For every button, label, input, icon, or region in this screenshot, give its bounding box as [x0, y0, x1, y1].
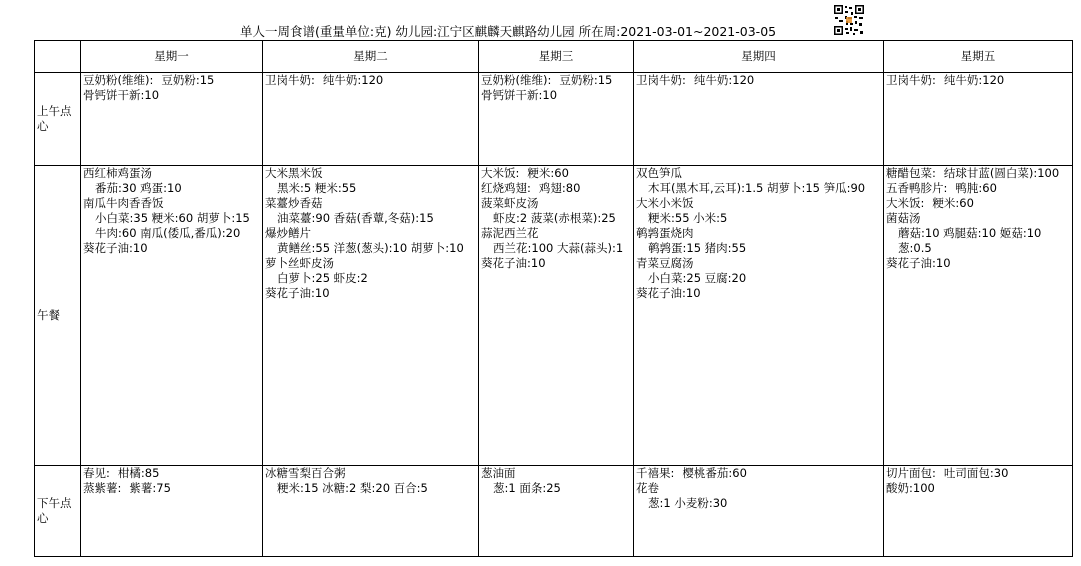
dish-item [886, 166, 1071, 181]
dish-item [636, 481, 882, 511]
dish-item [83, 481, 261, 496]
menu-cell [634, 73, 884, 166]
weekly-menu-table [34, 40, 1073, 557]
dish-name: 酸奶:100 [886, 481, 935, 495]
menu-cell [884, 73, 1073, 166]
ingredient-list: 吐司面包:30 [943, 466, 1009, 480]
dish-name: 鹌鹑蛋烧肉 [636, 226, 694, 240]
dish-item [481, 73, 632, 88]
ingredient-list: 鸡翅:80 [538, 181, 581, 195]
dish-name: 五香鸭胗片: [886, 181, 948, 195]
dish-name: 葵花子油:10 [886, 256, 951, 270]
ingredient-list: 白萝卜:25 虾皮:2 [277, 271, 368, 285]
day-header: 星期五 [884, 41, 1073, 73]
ingredient-list: 西兰花:100 大蒜(蒜头):1 [493, 241, 624, 255]
dish-item [265, 166, 477, 196]
dish-item [83, 241, 261, 256]
dish-name: 骨钙饼干新:10 [481, 88, 558, 102]
dish-item [481, 181, 632, 196]
dish-name: 蒸紫薯: [83, 481, 122, 495]
meal-row [35, 166, 1073, 466]
dish-name: 切片面包: [886, 466, 936, 480]
dish-name: 卫岗牛奶: [636, 73, 686, 87]
ingredient-list: 樱桃番茄:60 [682, 466, 747, 480]
menu-cell [81, 166, 263, 466]
ingredient-list: 黄鳝丝:55 洋葱(葱头):10 胡萝卜:10 [277, 241, 464, 255]
menu-cell [81, 466, 263, 557]
menu-cell [81, 73, 263, 166]
day-header: 星期二 [263, 41, 479, 73]
dish-item [83, 166, 261, 196]
dish-name: 菌菇汤 [886, 211, 921, 225]
dish-name: 卫岗牛奶: [886, 73, 936, 87]
dish-item [481, 166, 632, 181]
dish-item [265, 466, 477, 496]
meal-label: 上午点心 [35, 73, 81, 166]
dish-name: 双色笋瓜 [636, 166, 682, 180]
dish-item [83, 466, 261, 481]
dish-item [636, 286, 882, 301]
day-header: 星期三 [479, 41, 634, 73]
menu-cell [884, 166, 1073, 466]
menu-cell [263, 73, 479, 166]
dish-item [481, 196, 632, 226]
dish-item [265, 286, 477, 301]
ingredient-list: 豆奶粉:15 [559, 73, 613, 87]
dish-item [636, 466, 882, 481]
dish-name: 西红柿鸡蛋汤 [83, 166, 152, 180]
dish-item [886, 181, 1071, 196]
ingredient-list: 结球甘蓝(圆白菜):100 [943, 166, 1060, 180]
ingredient-list: 柑橘:85 [117, 466, 160, 480]
ingredient-list: 紫薯:75 [129, 481, 171, 495]
corner-cell [35, 41, 81, 73]
header-row [35, 41, 1073, 73]
meal-row [35, 73, 1073, 166]
dish-item [83, 73, 261, 88]
dish-name: 花卷 [636, 481, 659, 495]
dish-item [265, 73, 477, 88]
ingredient-list: 豆奶粉:15 [161, 73, 215, 87]
menu-cell [479, 73, 634, 166]
dish-item [83, 88, 261, 103]
dish-name: 青菜豆腐汤 [636, 256, 694, 270]
day-header: 星期四 [634, 41, 884, 73]
ingredient-list: 葱:1 小麦粉:30 [648, 496, 728, 510]
dish-item [886, 256, 1071, 271]
dish-item [636, 196, 882, 226]
dish-item [265, 196, 477, 226]
ingredient-list: 番茄:30 鸡蛋:10 [95, 181, 182, 195]
menu-cell [479, 466, 634, 557]
dish-item [886, 73, 1071, 88]
dish-item [886, 466, 1071, 481]
dish-name: 葵花子油:10 [83, 241, 148, 255]
dish-name: 菜薹炒香菇 [265, 196, 323, 210]
dish-name: 葵花子油:10 [265, 286, 330, 300]
ingredient-list: 小白菜:25 豆腐:20 [648, 271, 747, 285]
ingredient-list: 纯牛奶:120 [322, 73, 384, 87]
dish-name: 南瓜牛肉香香饭 [83, 196, 164, 210]
page-title: 单人一周食谱(重量单位:克) 幼儿园:江宁区麒麟天麒路幼儿园 所在周:2021-03-01~2021-03-05 [240, 24, 777, 39]
dish-item [265, 226, 477, 256]
ingredient-list: 小白菜:35 粳米:60 胡萝卜:15 牛肉:60 南瓜(倭瓜,番瓜):20 [95, 211, 250, 240]
ingredient-list: 粳米:60 [932, 196, 974, 210]
dish-name: 菠菜虾皮汤 [481, 196, 539, 210]
dish-name: 葱油面 [481, 466, 516, 480]
dish-name: 大米小米饭 [636, 196, 694, 210]
dish-name: 蒜泥西兰花 [481, 226, 539, 240]
menu-cell [263, 466, 479, 557]
ingredient-list: 蘑菇:10 鸡腿菇:10 姬菇:10 葱:0.5 [898, 226, 1042, 255]
menu-cell [884, 466, 1073, 557]
dish-item [265, 256, 477, 286]
dish-item [481, 226, 632, 256]
dish-name: 红烧鸡翅: [481, 181, 531, 195]
dish-item [83, 196, 261, 241]
dish-item [636, 226, 882, 256]
dish-name: 大米饭: [481, 166, 520, 180]
dish-item [886, 211, 1071, 256]
dish-name: 葵花子油:10 [481, 256, 546, 270]
ingredient-list: 虾皮:2 菠菜(赤根菜):25 [493, 211, 616, 225]
dish-name: 萝卜丝虾皮汤 [265, 256, 334, 270]
dish-name: 葵花子油:10 [636, 286, 701, 300]
ingredient-list: 鸭肫:60 [955, 181, 997, 195]
day-header: 星期一 [81, 41, 263, 73]
menu-cell [263, 166, 479, 466]
ingredient-list: 黑米:5 粳米:55 [277, 181, 357, 195]
dish-name: 爆炒鳝片 [265, 226, 311, 240]
meal-label: 下午点心 [35, 466, 81, 557]
ingredient-list: 粳米:15 冰糖:2 梨:20 百合:5 [277, 481, 428, 495]
menu-cell [479, 166, 634, 466]
ingredient-list: 油菜薹:90 香菇(香蕈,冬菇):15 [277, 211, 434, 225]
dish-name: 豆奶粉(维维): [481, 73, 552, 87]
dish-item [886, 481, 1071, 496]
dish-item [481, 256, 632, 271]
ingredient-list: 粳米:60 [527, 166, 569, 180]
ingredient-list: 葱:1 面条:25 [493, 481, 561, 495]
dish-item [636, 256, 882, 286]
menu-cell [634, 166, 884, 466]
dish-name: 冰糖雪梨百合粥 [265, 466, 346, 480]
dish-name: 糖醋包菜: [886, 166, 936, 180]
ingredient-list: 纯牛奶:120 [693, 73, 755, 87]
dish-name: 豆奶粉(维维): [83, 73, 154, 87]
dish-item [636, 73, 882, 88]
qr-code-icon [833, 4, 865, 36]
ingredient-list: 粳米:55 小米:5 [648, 211, 728, 225]
dish-name: 大米饭: [886, 196, 925, 210]
dish-item [481, 88, 632, 103]
dish-name: 卫岗牛奶: [265, 73, 315, 87]
dish-item [636, 166, 882, 196]
dish-item [886, 196, 1071, 211]
dish-name: 春见: [83, 466, 110, 480]
dish-name: 骨钙饼干新:10 [83, 88, 160, 102]
ingredient-list: 鹌鹑蛋:15 猪肉:55 [648, 241, 747, 255]
dish-name: 千禧果: [636, 466, 675, 480]
dish-name: 大米黑米饭 [265, 166, 323, 180]
menu-cell [634, 466, 884, 557]
meal-row [35, 466, 1073, 557]
ingredient-list: 木耳(黑木耳,云耳):1.5 胡萝卜:15 笋瓜:90 [648, 181, 866, 195]
dish-item [481, 466, 632, 496]
ingredient-list: 纯牛奶:120 [943, 73, 1005, 87]
meal-label: 午餐 [35, 166, 81, 466]
